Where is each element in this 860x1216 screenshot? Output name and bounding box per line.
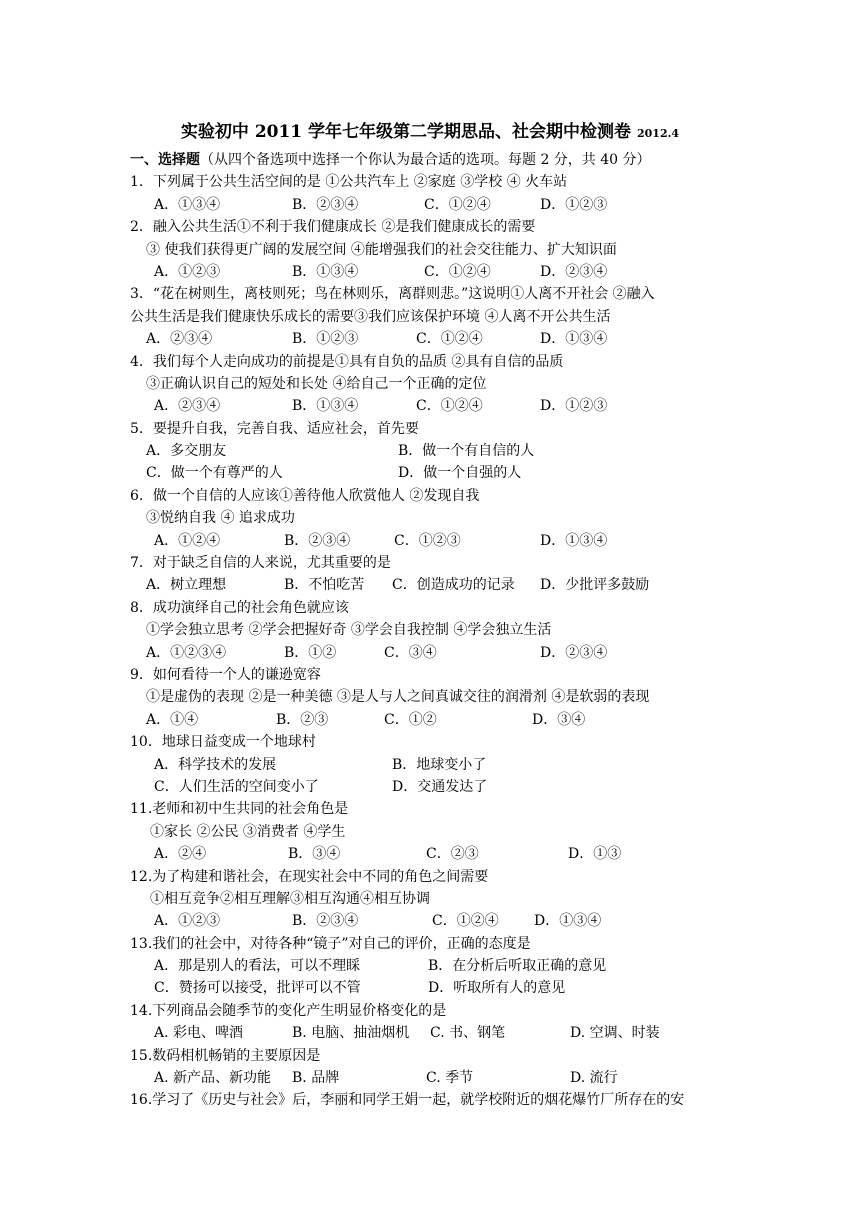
question-stem-cont: ①家长 ②公民 ③消费者 ④学生 [150, 823, 346, 840]
question-stem: 12.为了构建和谐社会，在现实社会中不同的角色之间需要 [130, 868, 489, 885]
option-d: D. 流行 [570, 1070, 618, 1087]
question-stem: 14.下列商品会随季节的变化产生明显价格变化的是 [130, 1002, 447, 1019]
option-a: A．多交朋友 [146, 443, 227, 460]
option-d: D. 空调、时装 [570, 1025, 660, 1042]
option-c: C．①②③ [394, 532, 461, 549]
options-row [130, 955, 750, 977]
option-d: D．①③④ [540, 532, 608, 549]
option-b: B．②③④ [292, 913, 359, 930]
options-row [130, 910, 750, 932]
options-row [130, 574, 750, 596]
option-d: D．①②③ [540, 398, 608, 415]
option-b: B．①③④ [292, 263, 359, 280]
title-date: 2012.4 [636, 127, 680, 140]
question-stem-cont: 公共生活是我们健康快乐成长的需要③我们应该保护环境 ④人离不开公共生活 [130, 308, 611, 325]
options-row [130, 1022, 750, 1044]
options-row [130, 776, 750, 798]
option-b: B．②③④ [284, 532, 351, 549]
options-row [130, 754, 750, 776]
option-a: A. 彩电、啤酒 [154, 1025, 244, 1042]
option-b: B．不怕吃苦 [284, 577, 365, 594]
question-stem: 8．成功演绎自己的社会角色就应该 [130, 599, 349, 616]
option-b: B．②③ [276, 711, 329, 728]
option-a: A．树立理想 [146, 577, 227, 594]
option-c: C．③④ [384, 644, 437, 661]
option-a: A．①②③ [154, 263, 221, 280]
option-c: C．①②④ [416, 398, 483, 415]
option-b: B．在分析后听取正确的意见 [428, 958, 607, 975]
question-stem: 5．要提升自我，完善自我、适应社会，首先要 [130, 420, 419, 437]
options-row [130, 977, 750, 999]
question-stem-cont: ①是虚伪的表现 ②是一种美德 ③是人与人之间真诚交往的润滑剂 ④是软弱的表现 [146, 689, 650, 706]
options-row [130, 530, 750, 552]
options-row [130, 462, 750, 484]
option-a: A．②③④ [146, 331, 213, 348]
option-d: D．交通发达了 [392, 778, 488, 795]
option-d: D．①③ [568, 846, 622, 863]
question-stem: 15.数码相机畅销的主要原因是 [130, 1047, 321, 1064]
option-c: C．创造成功的记录 [392, 577, 515, 594]
option-c: C．①② [384, 711, 437, 728]
option-c: C．①②④ [424, 196, 491, 213]
option-b: B．地球变小了 [392, 756, 487, 773]
options-row [130, 1067, 750, 1089]
option-d: D．听取所有人的意见 [428, 980, 566, 997]
question-stem: 10．地球日益变成一个地球村 [130, 734, 316, 751]
option-b: B．①③④ [292, 398, 359, 415]
option-d: D．①③④ [540, 331, 608, 348]
options-row [130, 843, 750, 865]
option-c: C．①②④ [424, 263, 491, 280]
option-c: C．①②④ [416, 331, 483, 348]
section-heading-line [130, 149, 750, 171]
option-c: C. 季节 [426, 1070, 474, 1087]
option-a: A. 新产品、新功能 [154, 1070, 272, 1087]
option-c: C．做一个有尊严的人 [146, 465, 283, 482]
option-c: C．人们生活的空间变小了 [154, 778, 319, 795]
option-d: D．①②③ [540, 196, 608, 213]
question-stem: 16.学习了《历史与社会》后，李丽和同学王娟一起，就学校附近的烟花爆竹厂所存在的安 [130, 1092, 685, 1109]
option-a: A．科学技术的发展 [154, 756, 277, 773]
option-b: B．③④ [288, 846, 341, 863]
section-note: （从四个备选项中选择一个你认为最合适的选项。每题 2 分，共 40 分） [200, 152, 651, 168]
option-a: A．②③④ [154, 398, 221, 415]
option-a: A．①③④ [154, 196, 221, 213]
option-b: B．②③④ [292, 196, 359, 213]
option-d: D．②③④ [540, 644, 608, 661]
question-stem: 3．“花在树则生，离枝则死；鸟在林则乐，离群则悲。”这说明①人离不开社会 ②融入 [130, 286, 655, 303]
option-c: C．①②④ [432, 913, 499, 930]
question-stem: 13.我们的社会中，对待各种“镜子”对自己的评价，正确的态度是 [130, 935, 531, 952]
option-c: C. 书、钢笔 [430, 1025, 506, 1042]
option-c: C．②③ [426, 846, 479, 863]
option-d: D．少批评多鼓励 [540, 577, 650, 594]
options-row [130, 194, 750, 216]
section-heading: 一、选择题 [130, 152, 200, 168]
option-a: A．②④ [154, 846, 207, 863]
option-b: B. 品牌 [292, 1070, 340, 1087]
option-d: D．③④ [532, 711, 586, 728]
question-stem-cont: ③悦纳自我 ④ 追求成功 [146, 510, 295, 527]
option-a: A．①②④ [154, 532, 221, 549]
option-a: A．①④ [146, 711, 199, 728]
question-stem: 7．对于缺乏自信的人来说，尤其重要的是 [130, 555, 391, 572]
title-main: 实验初中 2011 学年七年级第二学期思品、社会期中检测卷 [180, 122, 632, 142]
page-title [0, 117, 860, 142]
question-stem-cont: ③正确认识自己的短处和长处 ④给自己一个正确的定位 [146, 375, 487, 392]
options-row [130, 709, 750, 731]
option-d: D．②③④ [540, 263, 608, 280]
question-list [130, 149, 750, 1112]
option-a: A．①②③ [154, 913, 221, 930]
option-b: B. 电脑、抽油烟机 [292, 1025, 410, 1042]
options-row [130, 328, 750, 350]
option-b: B．①②③ [292, 331, 359, 348]
option-d: D．做一个自强的人 [398, 465, 522, 482]
question-stem-cont: ①相互竞争②相互理解③相互沟通④相互协调 [150, 890, 430, 907]
option-d: D．①③④ [534, 913, 602, 930]
question-stem-cont: ①学会独立思考 ②学会把握好奇 ③学会自我控制 ④学会独立生活 [146, 622, 552, 639]
options-row [130, 395, 750, 417]
option-c: C．赞扬可以接受，批评可以不管 [154, 980, 361, 997]
question-stem-cont: ③ 使我们获得更广阔的发展空间 ④能增强我们的社会交往能力、扩大知识面 [146, 241, 617, 258]
options-row [130, 440, 750, 462]
option-b: B．①② [284, 644, 337, 661]
question-stem: 11.老师和初中生共同的社会角色是 [130, 801, 349, 818]
option-a: A．①②③④ [146, 644, 227, 661]
option-a: A．那是别人的看法，可以不理睬 [154, 958, 361, 975]
options-row [130, 642, 750, 664]
option-b: B．做一个有自信的人 [398, 443, 535, 460]
question-stem: 6．做一个自信的人应该①善待他人欣赏他人 ②发现自我 [130, 487, 480, 504]
options-row [130, 261, 750, 283]
question-stem: 9．如何看待一个人的谦逊宽容 [130, 666, 321, 683]
question-stem: 1．下列属于公共生活空间的是 ①公共汽车上 ②家庭 ③学校 ④ 火车站 [130, 174, 568, 191]
question-stem: 4．我们每个人走向成功的前提是①具有自负的品质 ②具有自信的品质 [130, 353, 564, 370]
question-stem: 2．融入公共生活①不利于我们健康成长 ②是我们健康成长的需要 [130, 219, 536, 236]
